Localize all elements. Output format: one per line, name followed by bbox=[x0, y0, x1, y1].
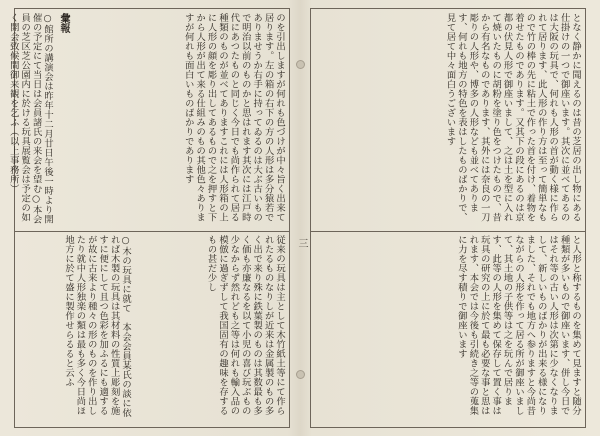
left-bottom-left-text: ○木の玩具に就て 本会会員某氏の談に依れば木製の玩具は其材料の性質上彫刻を施すに便にして且つ色彩を加ふるにも適するが故に古来より種々の形のものを作り出したり就中人形独楽の類は最も多く今日尚ほ地方に於て盛に製作せらるると云ふ bbox=[62, 235, 131, 418]
left-top-heading: 彙報 bbox=[58, 13, 69, 34]
binding-hole bbox=[296, 370, 305, 379]
left-bottom-right-text: 従来の玩具は主として木竹紙土等にて作られたるものなりしが近来は金属製のもの多く出で来り殊に鉄葉製のものは其数最も多く価も亦廉なるを以て小児の喜び玩ぶもの少なからず然れども之等は何れも輸入品の模倣に過ぎずして我国固有の趣味を存するもの甚だ少し bbox=[205, 235, 285, 416]
page-number: 三 bbox=[296, 238, 307, 248]
right-bottom-text: と人形と称するものを集めて見ますと随分種類が多いもので御座います、併し今日ではそれ等の古い人形は次第に少なくなりまして、新しいものばかりが出来る様になりました、それでも地方へ参りますと今尚昔ながらの人形を作って居る所が御座いまして、其土地の子供等は之を玩んで居ります、此等の人形を集めて保存して置く事は玩具の研究の上に於て最も必要な事と思はれます、本会では今後も引続き之等の蒐集に力を尽す積りで御座います bbox=[455, 235, 581, 416]
left-page bbox=[7, 8, 290, 428]
binding-hole bbox=[296, 60, 305, 69]
left-page-divider bbox=[15, 231, 289, 232]
left-top-right-text: のを引出しますが何れも色づけが中々旨く出来て居ります。左の箱の右下の方の人形は多分猿若でありませうか右手に持ってゐるのは大ぶ古いもので明治以前のものかと思はれます其次には江戸時代にあつたものと同じく今日でも尚作られて居る種類のものが並べてありますこれには人形箱の上に人形の顔を彫り出してあるもので之を押すと下から人形が出て来る仕組みのもの其他色々ありますが何れも面白いものばかりであります bbox=[182, 13, 285, 222]
right-page bbox=[310, 8, 586, 428]
right-page-divider bbox=[311, 231, 585, 232]
left-top-left-text: ○館所の講演会は昨年十二月廿日午後一時より開催の予定にて当日は会員諸氏の来会を望む○本会員の芝区芝公園内に於ける玩具展覧会は予定の如く開会致候間御来観を乞ふ（以上事務所） bbox=[7, 13, 53, 224]
right-top-text: となく静かに聞えるのは昔の芝居の出し物にある仕掛けの一つで御座います。其次に並べてあるのは大阪の玩具で、何れも人形の首が動く様に作られて居ります、此人形の作り方は至って簡単なもので竹の棒の先に粘土で作った首を付け、着物を着せたものであります。又其下の段にあるのは京都の伏見人形で御座いまして、之は土を型に入れて焼いたものに胡粉を塗り色をつけたもので、昔から有名なものであります、其外には奈良の一刀彫りの人形や、博多の人形なども並べてあります、何れも地方の特色を表はしたものばかりで、見て居て中々面白うございます bbox=[444, 13, 581, 222]
